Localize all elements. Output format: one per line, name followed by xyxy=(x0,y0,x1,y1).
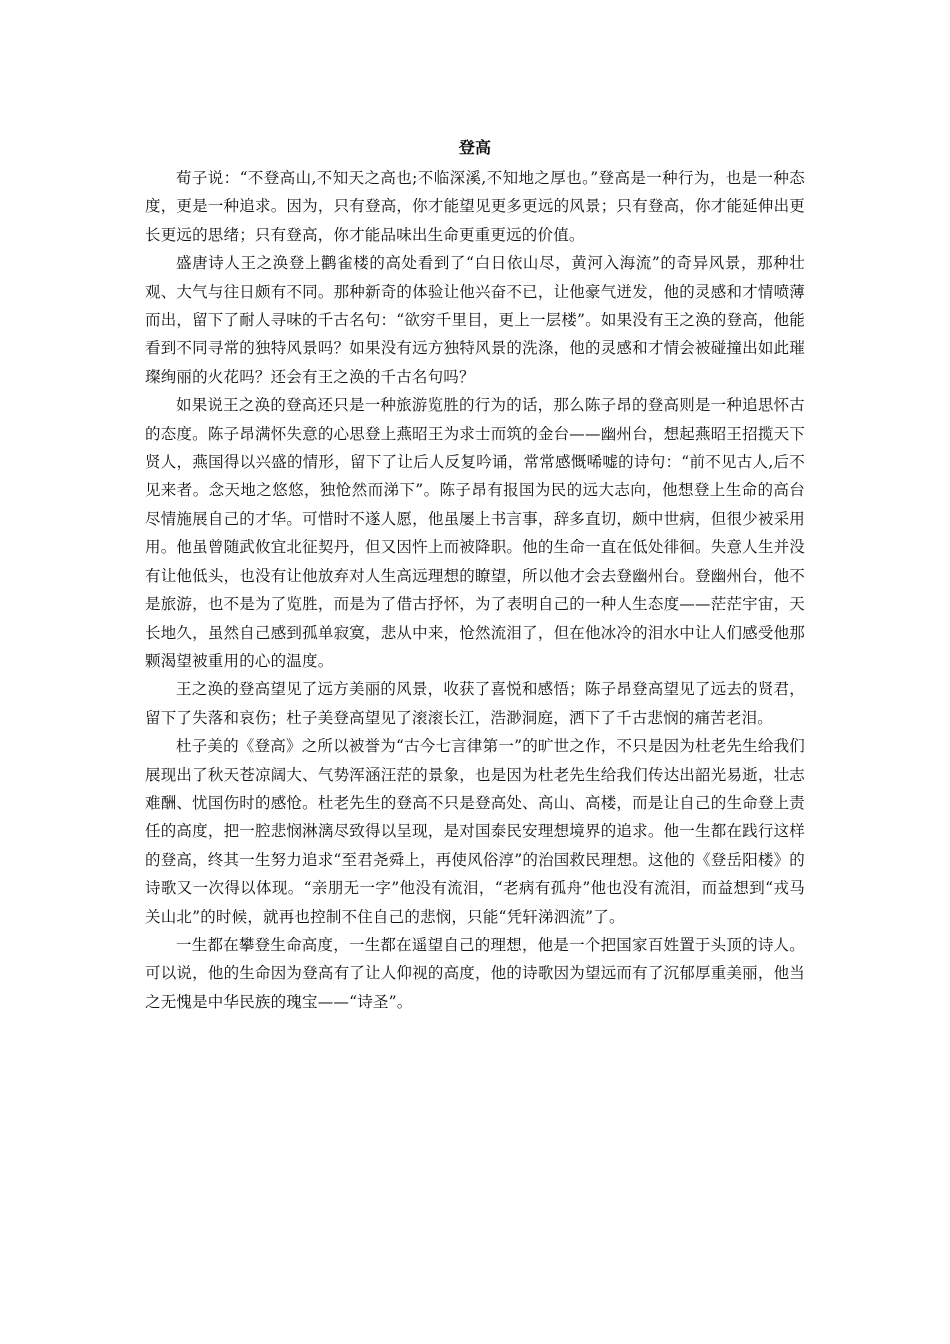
paragraph: 如果说王之涣的登高还只是一种旅游览胜的行为的话，那么陈子昂的登高则是一种追思怀古的态度。陈子昂满怀失意的心思登上燕昭王为求士而筑的金台——幽州台，想起燕昭王招揽天下贤人，燕国得以兴盛的情形，留下了让后人反复吟诵，常常感慨唏嘘的诗句：“前不见古人,后不见来者。念天地之悠悠，独怆然而涕下”。陈子昂有报国为民的远大志向，他想登上生命的高台尽情施展自己的才华。可惜时不遂人愿，他虽屡上书言事，辞多直切，颇中世病，但很少被采用用。他虽曾随武攸宜北征契丹，但又因忤上而被降职。他的生命一直在低处徘徊。失意人生并没有让他低头，也没有让他放弃对人生高远理想的瞭望，所以他才会去登幽州台。登幽州台，他不是旅游，也不是为了览胜，而是为了借古抒怀，为了表明自己的一种人生态度——茫茫宇宙，天长地久，虽然自己感到孤单寂寞，悲从中来，怆然流泪了，但在他冰冷的泪水中让人们感受他那颗渴望被重用的心的温度。 xyxy=(145,396,805,670)
document-title: 登高 xyxy=(458,138,492,157)
paragraph: 盛唐诗人王之涣登上鹳雀楼的高处看到了“白日依山尽，黄河入海流”的奇异风景，那种壮观、大气与往日颇有不同。那种新奇的体验让他兴奋不已，让他豪气迸发，他的灵感和才情喷薄而出，留下了耐人寻味的千古名句：“欲穷千里目，更上一层楼”。如果没有王之涣的登高，他能看到不同寻常的独特风景吗？如果没有远方独特风景的洗涤，他的灵感和才情会被碰撞出如此璀璨绚丽的火花吗？还会有王之涣的千古名句吗？ xyxy=(145,254,805,386)
paragraph: 王之涣的登高望见了远方美丽的风景，收获了喜悦和感悟；陈子昂登高望见了远去的贤君，留下了失落和哀伤；杜子美登高望见了滚滚长江，浩渺洞庭，洒下了千古悲悯的痛苦老泪。 xyxy=(145,680,805,727)
paragraph: 一生都在攀登生命高度，一生都在遥望自己的理想，他是一个把国家百姓置于头顶的诗人。可以说，他的生命因为登高有了让人仰视的高度，他的诗歌因为望远而有了沉郁厚重美丽，他当之无愧是中华民族的瑰宝——“诗圣”。 xyxy=(145,935,805,1011)
document-page xyxy=(145,136,805,1016)
paragraph: 杜子美的《登高》之所以被誉为“古今七言律第一”的旷世之作，不只是因为杜老先生给我们展现出了秋天苍凉阔大、气势浑涵汪茫的景象，也是因为杜老先生给我们传达出韶光易逝，壮志难酬、忧国伤时的感怆。杜老先生的登高不只是登高处、高山、高楼，而是让自己的生命登上责任的高度，把一腔悲悯淋漓尽致得以呈现，是对国泰民安理想境界的追求。他一生都在践行这样的登高，终其一生努力追求“至君尧舜上，再使风俗淳”的治国救民理想。这他的《登岳阳楼》的诗歌又一次得以体现。“亲朋无一字”他没有流泪，“老病有孤舟”他也没有流泪，而益想到“戎马关山北”的时候，就再也控制不住自己的悲悯，只能“凭轩涕泗流”了。 xyxy=(145,737,805,926)
paragraph: 荀子说：“不登高山,不知天之高也;不临深溪,不知地之厚也。”登高是一种行为，也是一种态度，更是一种追求。因为，只有登高，你才能望见更多更远的风景；只有登高，你才能延伸出更长更远的思绪；只有登高，你才能品味出生命更重更远的价值。 xyxy=(145,169,805,244)
